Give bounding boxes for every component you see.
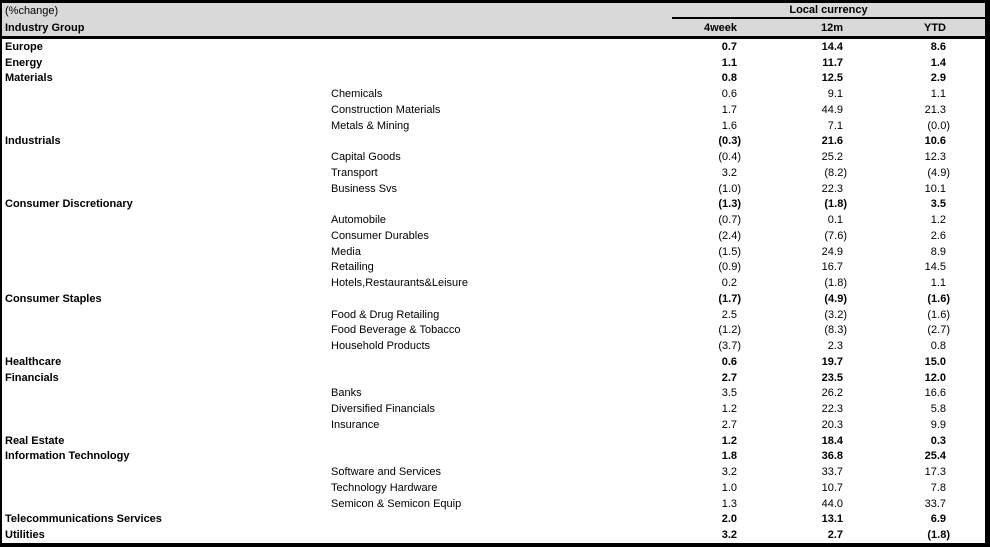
table-row <box>2 134 985 150</box>
header-row-columns <box>2 19 985 36</box>
value-cell-ytd: 2.6 <box>930 229 946 242</box>
sub-label: Automobile <box>331 214 387 227</box>
table-row <box>2 307 985 323</box>
value-cell-ytd: 1.2 <box>930 214 946 227</box>
value-cell-12m: 9.1 <box>827 88 843 101</box>
table-row <box>2 149 985 165</box>
value-cell-ytd: 9.9 <box>930 418 946 431</box>
sub-label: Capital Goods <box>331 151 401 164</box>
value-cell-ytd: 0.8 <box>930 340 946 353</box>
local-currency-spanner-header: Local currency <box>672 3 985 19</box>
value-cell-12m: 36.8 <box>821 450 843 463</box>
sub-label: Food & Drug Retailing <box>331 308 440 321</box>
value-cell-ytd: (4.9) <box>927 166 950 179</box>
value-cell-12m: 2.7 <box>827 529 843 542</box>
table-row <box>2 338 985 354</box>
value-cell-ytd: 1.1 <box>930 277 946 290</box>
value-cell-4week: 1.2 <box>721 434 737 447</box>
table-row <box>2 386 985 402</box>
value-cell-4week: 0.6 <box>721 88 737 101</box>
group-label: Materials <box>5 72 53 85</box>
sub-label: Diversified Financials <box>331 403 435 416</box>
table-row <box>2 165 985 181</box>
value-cell-ytd: 1.1 <box>930 88 946 101</box>
value-cell-ytd: 25.4 <box>924 450 946 463</box>
value-cell-4week: (1.5) <box>718 245 741 258</box>
table-row <box>2 212 985 228</box>
group-label: Industrials <box>5 135 61 148</box>
value-cell-12m: 33.7 <box>821 466 843 479</box>
value-cell-12m: 22.3 <box>821 403 843 416</box>
value-cell-4week: 3.5 <box>721 387 737 400</box>
sub-label: Insurance <box>331 418 380 431</box>
value-cell-12m: 7.1 <box>827 119 843 132</box>
sub-label: Hotels,Restaurants&Leisure <box>331 277 468 290</box>
value-cell-4week: 0.2 <box>721 277 737 290</box>
value-cell-12m: 2.3 <box>827 340 843 353</box>
sub-label: Food Beverage & Tobacco <box>331 324 461 337</box>
group-label: Energy <box>5 56 43 69</box>
value-cell-4week: 1.8 <box>721 450 737 463</box>
table-row <box>2 102 985 118</box>
table-row <box>2 244 985 260</box>
sub-label: Consumer Durables <box>331 229 429 242</box>
value-cell-ytd: 1.4 <box>930 56 946 69</box>
value-cell-12m: (8.2) <box>824 166 847 179</box>
value-cell-12m: 11.7 <box>822 56 843 69</box>
sub-label: Technology Hardware <box>331 481 438 494</box>
percent-change-label: (%change) <box>5 5 59 17</box>
value-cell-4week: 1.7 <box>721 103 737 116</box>
value-cell-12m: (1.8) <box>824 198 847 211</box>
value-cell-4week: (2.4) <box>718 229 741 242</box>
table-row <box>2 291 985 307</box>
value-cell-12m: 14.4 <box>821 40 843 53</box>
value-cell-ytd: 12.0 <box>924 371 946 384</box>
sub-label: Chemicals <box>331 88 383 101</box>
group-label: Healthcare <box>5 355 62 368</box>
value-cell-ytd: 33.7 <box>924 497 946 510</box>
value-cell-ytd: 16.6 <box>924 387 946 400</box>
value-cell-ytd: (2.7) <box>927 324 950 337</box>
value-cell-12m: (7.6) <box>824 229 847 242</box>
value-cell-ytd: (1.8) <box>927 529 950 542</box>
value-cell-ytd: 21.3 <box>924 103 946 116</box>
table-row <box>2 39 985 55</box>
group-label: Utilities <box>5 529 45 542</box>
value-cell-ytd: 17.3 <box>924 466 946 479</box>
sub-label: Transport <box>331 166 378 179</box>
header-row-top <box>2 3 985 19</box>
table-row <box>2 480 985 496</box>
value-cell-ytd: 8.9 <box>930 245 946 258</box>
value-cell-4week: 1.3 <box>721 497 737 510</box>
value-cell-4week: 0.7 <box>721 40 737 53</box>
value-cell-ytd: 10.1 <box>924 182 946 195</box>
value-cell-12m: 21.6 <box>821 135 843 148</box>
table-row <box>2 228 985 244</box>
table-row <box>2 370 985 386</box>
table-header <box>2 3 985 39</box>
value-cell-ytd: (1.6) <box>927 292 950 305</box>
sub-label: Metals & Mining <box>331 119 410 132</box>
value-cell-4week: (1.2) <box>718 324 741 337</box>
value-cell-12m: (3.2) <box>824 308 847 321</box>
value-cell-4week: 2.5 <box>721 308 737 321</box>
sub-label: Construction Materials <box>331 103 441 116</box>
value-cell-ytd: 14.5 <box>924 261 946 274</box>
table-row <box>2 71 985 87</box>
value-cell-4week: (0.3) <box>718 135 741 148</box>
value-cell-12m: (8.3) <box>824 324 847 337</box>
value-cell-ytd: 12.3 <box>924 151 946 164</box>
value-cell-12m: (4.9) <box>824 292 847 305</box>
sub-label: Semicon & Semicon Equip <box>331 497 462 510</box>
value-cell-4week: (3.7) <box>718 340 741 353</box>
value-cell-4week: 0.8 <box>721 72 737 85</box>
value-cell-12m: 20.3 <box>821 418 843 431</box>
col-header-12m: 12m <box>820 21 843 34</box>
table-body <box>2 39 985 543</box>
value-cell-12m: 23.5 <box>821 371 843 384</box>
value-cell-ytd: (1.6) <box>927 308 950 321</box>
table-row <box>2 433 985 449</box>
col-header-4week: 4week <box>703 21 737 34</box>
table-row <box>2 496 985 512</box>
value-cell-4week: 2.0 <box>721 513 737 526</box>
industry-group-column-header: Industry Group <box>5 21 85 34</box>
value-cell-ytd: 2.9 <box>930 72 946 85</box>
table-row <box>2 449 985 465</box>
value-cell-ytd: 15.0 <box>924 355 946 368</box>
value-cell-ytd: 0.3 <box>930 434 946 447</box>
col-header-ytd: YTD <box>924 21 946 34</box>
table-row <box>2 275 985 291</box>
value-cell-4week: (0.7) <box>718 214 741 227</box>
value-cell-4week: 3.2 <box>721 529 737 542</box>
group-label: Consumer Discretionary <box>5 198 133 211</box>
value-cell-4week: 3.2 <box>721 466 737 479</box>
table-row <box>2 464 985 480</box>
value-cell-12m: 44.0 <box>821 497 843 510</box>
sub-label: Business Svs <box>331 182 398 195</box>
group-label: Consumer Staples <box>5 292 102 305</box>
value-cell-12m: 18.4 <box>821 434 843 447</box>
table-row <box>2 512 985 528</box>
value-cell-12m: 24.9 <box>821 245 843 258</box>
table-row <box>2 260 985 276</box>
value-cell-4week: 2.7 <box>721 371 737 384</box>
value-cell-4week: 1.2 <box>721 403 737 416</box>
value-cell-4week: (1.7) <box>718 292 741 305</box>
value-cell-12m: 10.7 <box>821 481 843 494</box>
table-row <box>2 86 985 102</box>
table-row <box>2 527 985 543</box>
table-row <box>2 417 985 433</box>
group-label: Financials <box>5 371 59 384</box>
value-cell-12m: 19.7 <box>821 355 843 368</box>
value-cell-4week: 0.6 <box>721 355 737 368</box>
value-cell-12m: 13.1 <box>821 513 843 526</box>
value-cell-ytd: 5.8 <box>930 403 946 416</box>
value-cell-4week: (0.4) <box>718 151 741 164</box>
value-cell-4week: (0.9) <box>718 261 741 274</box>
table-row <box>2 181 985 197</box>
sub-label: Media <box>331 245 361 258</box>
group-label: Real Estate <box>5 434 65 447</box>
value-cell-12m: 44.9 <box>821 103 843 116</box>
value-cell-4week: 1.6 <box>721 119 737 132</box>
value-cell-ytd: 6.9 <box>930 513 946 526</box>
value-cell-12m: 22.3 <box>821 182 843 195</box>
sub-label: Software and Services <box>331 466 442 479</box>
group-label: Information Technology <box>5 450 130 463</box>
table-row <box>2 323 985 339</box>
group-label: Telecommunications Services <box>5 513 162 526</box>
table-row <box>2 197 985 213</box>
table-row <box>2 118 985 134</box>
value-cell-ytd: 7.8 <box>930 481 946 494</box>
value-cell-4week: 3.2 <box>721 166 737 179</box>
value-cell-4week: 1.0 <box>721 481 737 494</box>
value-cell-ytd: 10.6 <box>924 135 946 148</box>
value-cell-ytd: 8.6 <box>930 40 946 53</box>
value-cell-12m: 0.1 <box>827 214 843 227</box>
value-cell-4week: (1.3) <box>718 198 741 211</box>
value-cell-4week: (1.0) <box>718 182 741 195</box>
table-row <box>2 354 985 370</box>
value-cell-12m: 16.7 <box>821 261 843 274</box>
sub-label: Household Products <box>331 340 431 353</box>
value-cell-12m: (1.8) <box>824 277 847 290</box>
table-row <box>2 401 985 417</box>
value-cell-4week: 2.7 <box>721 418 737 431</box>
value-cell-ytd: (0.0) <box>927 119 950 132</box>
value-cell-12m: 25.2 <box>821 151 843 164</box>
value-cell-12m: 26.2 <box>821 387 843 400</box>
value-cell-12m: 12.5 <box>821 72 843 85</box>
group-label: Europe <box>5 40 43 53</box>
table-row <box>2 55 985 71</box>
value-cell-4week: 1.1 <box>721 56 737 69</box>
value-cell-ytd: 3.5 <box>930 198 946 211</box>
sub-label: Banks <box>331 387 362 400</box>
sub-label: Retailing <box>331 261 374 274</box>
